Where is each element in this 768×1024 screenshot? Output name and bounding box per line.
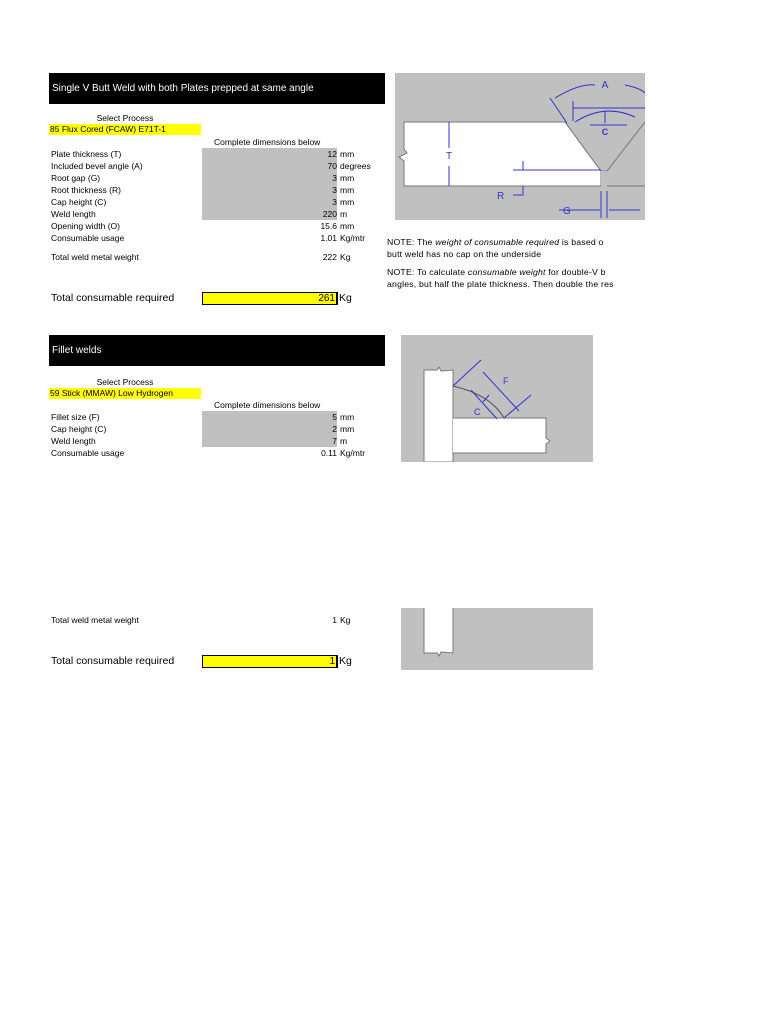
note-1-text: NOTE: The (387, 237, 436, 247)
fillet-total-weld-metal-value: 1 (332, 615, 337, 625)
butt-weld-row-value[interactable]: 3 (332, 185, 337, 195)
select-process-label: Select Process (96, 113, 154, 123)
fillet-weld-row-value[interactable]: 7 (332, 436, 337, 446)
total-consumable-label: Total consumable required (51, 292, 175, 304)
butt-weld-row-label: Root gap (G) (51, 173, 101, 183)
fillet-weld-row-unit: m (340, 436, 348, 446)
butt-weld-row-value[interactable]: 70 (327, 161, 337, 171)
note-2-text: NOTE: To calculate (387, 267, 468, 277)
fillet-total-weld-metal-unit: Kg (340, 615, 351, 625)
fillet-weld-row-value: 0.11 (321, 448, 337, 458)
butt-weld-row-value: 1.01 (320, 233, 337, 243)
butt-weld-row-unit: Kg/mtr (340, 233, 366, 243)
fillet-total-consumable-value: 1 (202, 655, 338, 668)
butt-weld-diagram (395, 73, 645, 220)
dim-label-t: T (445, 151, 453, 162)
butt-weld-row-unit: mm (340, 197, 355, 207)
dim-label-c-fillet: C (474, 407, 481, 417)
total-consumable-unit: Kg (339, 292, 352, 304)
fillet-weld-row-unit: mm (340, 412, 355, 422)
fillet-weld-row-unit: Kg/mtr (340, 448, 366, 458)
butt-weld-row-value[interactable]: 3 (332, 197, 337, 207)
butt-weld-row-unit: mm (340, 185, 355, 195)
fillet-weld-header: Fillet welds (49, 335, 385, 366)
total-consumable-value: 261 (202, 292, 338, 305)
fillet-weld-diagram (401, 335, 593, 462)
butt-weld-row-value: 15.6 (320, 221, 337, 231)
total-weld-metal-unit: Kg (340, 252, 351, 262)
note-2-text-end: for double-V b (545, 267, 606, 277)
fillet-total-consumable-label: Total consumable required (51, 655, 175, 667)
butt-weld-row-value[interactable]: 12 (327, 149, 337, 159)
butt-weld-row-unit: degrees (340, 161, 371, 171)
dim-label-c: C (601, 127, 609, 137)
note-1-italic: weight of consumable required (435, 237, 560, 247)
butt-weld-row-unit: mm (340, 221, 355, 231)
butt-weld-row-label: Included bevel angle (A) (51, 161, 143, 171)
fillet-weld-row-value[interactable]: 2 (332, 424, 337, 434)
fillet-total-consumable-unit: Kg (339, 655, 352, 667)
butt-weld-row-value[interactable]: 220 (322, 209, 337, 219)
butt-weld-row-label: Opening width (O) (51, 221, 120, 231)
fillet-weld-row-unit: mm (340, 424, 355, 434)
fillet-weld-row-label: Consumable usage (51, 448, 125, 458)
fillet-select-process-label: Select Process (96, 377, 154, 387)
butt-weld-row-label: Root thickness (R) (51, 185, 121, 195)
fillet-weld-row-label: Cap height (C) (51, 424, 107, 434)
note-1-text-end: is based o (559, 237, 604, 247)
fillet-weld-row-label: Fillet size (F) (51, 412, 100, 422)
fillet-total-weld-metal-label: Total weld metal weight (51, 615, 139, 625)
complete-dims-label: Complete dimensions below (214, 137, 321, 147)
dim-label-g: G (563, 206, 571, 217)
note-2-line2: angles, but half the plate thickness. Then double the res (387, 279, 614, 289)
fillet-process-select[interactable]: 59 Stick (MMAW) Low Hydrogen (49, 388, 201, 399)
butt-weld-header: Single V Butt Weld with both Plates prepped at same angle (49, 73, 385, 104)
fillet-weld-diagram-lower (401, 608, 593, 670)
butt-weld-row-label: Cap height (C) (51, 197, 107, 207)
note-2 (387, 266, 645, 290)
note-1-line2: butt weld has no cap on the underside (387, 249, 542, 259)
butt-weld-row-label: Consumable usage (51, 233, 125, 243)
note-2-italic: consumable weight (467, 267, 546, 277)
dim-label-a: A (601, 80, 609, 91)
butt-process-select[interactable]: 85 Flux Cored (FCAW) E71T-1 (49, 124, 201, 135)
note-1 (387, 236, 645, 260)
fillet-weld-row-label: Weld length (51, 436, 96, 446)
dim-label-r: R (497, 191, 505, 202)
total-weld-metal-value: 222 (322, 252, 337, 262)
dim-label-f: F (503, 376, 509, 386)
butt-weld-row-label: Plate thickness (T) (51, 149, 122, 159)
fillet-weld-row-value[interactable]: 5 (332, 412, 337, 422)
butt-weld-row-value[interactable]: 3 (332, 173, 337, 183)
butt-weld-row-unit: mm (340, 149, 355, 159)
fillet-complete-dims-label: Complete dimensions below (214, 400, 321, 410)
butt-weld-row-unit: mm (340, 173, 355, 183)
butt-weld-row-label: Weld length (51, 209, 96, 219)
butt-weld-row-unit: m (340, 209, 348, 219)
total-weld-metal-label: Total weld metal weight (51, 252, 139, 262)
